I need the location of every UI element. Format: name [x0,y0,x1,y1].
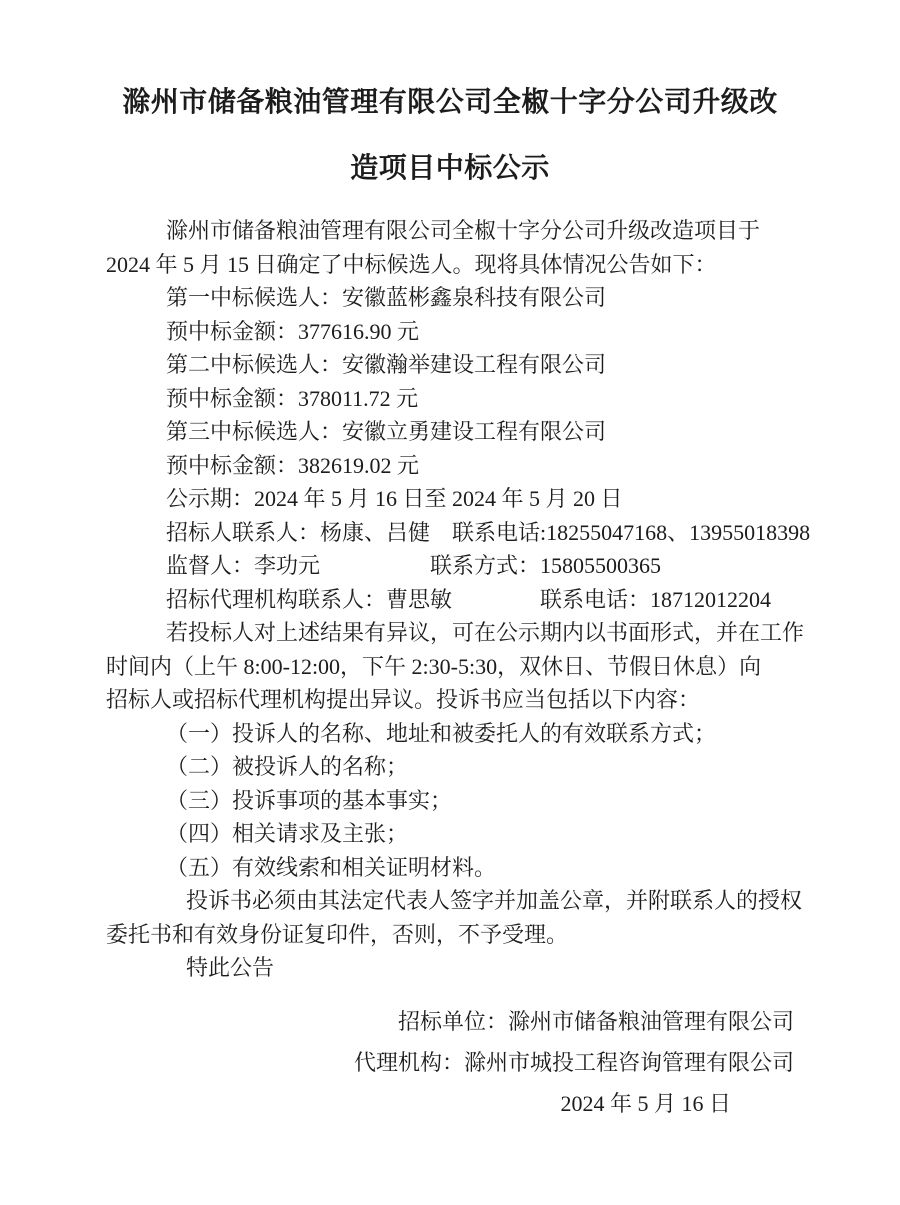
objection-instructions-line: 时间内（上午 8:00-12:00，下午 2:30-5:30，双休日、节假日休息）向 [106,653,762,679]
complaint-item-line-3: （三）投诉事项的基本事实； [166,787,453,813]
document-title [106,70,794,202]
complaint-item-line-4: （四）相关请求及主张； [166,821,409,846]
complaint-item-line-2: （二）被投诉人的名称； [166,754,409,779]
agency-unit-line: 代理机构：滁州市城投工程咨询管理有限公司 [353,1049,794,1075]
third-candidate-line: 第三中标候选人：安徽立勇建设工程有限公司 [166,419,607,444]
objection-instructions-line: 若投标人对上述结果有异议，可在公示期内以书面形式，并在工作 [166,620,805,645]
second-bid-amount-line: 预中标金额：378011.72 元 [166,385,419,411]
complaint-item-line-5: （五）有效线索和相关证明材料。 [166,854,497,880]
complaint-requirement-line: 委托书和有效身份证复印件，否则，不予受理。 [106,921,569,947]
agency-contact-line: 招标代理机构联系人：曹思敏 联系电话：18712012204 [166,586,772,612]
first-candidate-line: 第一中标候选人：安徽蓝彬鑫泉科技有限公司 [166,285,607,310]
document-body [106,214,811,985]
third-bid-amount-line: 预中标金额：382619.02 元 [166,452,420,478]
complaint-item-line-1: （一）投诉人的名称、地址和被委托人的有效联系方式； [166,720,717,746]
tender-unit-line: 招标单位：滁州市储备粮油管理有限公司 [397,1008,794,1034]
notice-conclusion-line: 特此公告 [186,955,275,980]
complaint-requirement-line: 投诉书必须由其法定代表人签字并加盖公章，并附联系人的授权 [186,888,803,913]
intro-line: 2024 年 5 月 15 日确定了中标候选人。现将具体情况公告如下： [106,251,717,277]
title-line-2: 造项目中标公示 [350,153,550,184]
intro-line: 滁州市储备粮油管理有限公司全椒十字分公司升级改造项目于 [166,218,761,243]
title-line-1: 滁州市储备粮油管理有限公司全椒十字分公司升级改 [122,87,778,118]
first-bid-amount-line: 预中标金额：377616.90 元 [166,318,420,344]
supervisor-contact-line: 监督人：李功元 联系方式：15805500365 [166,553,662,578]
closing-block [106,1001,794,1124]
publicity-period-line: 公示期：2024 年 5 月 16 日至 2024 年 5 月 20 日 [166,486,623,511]
tenderer-contact-line: 招标人联系人：杨康、吕健 联系电话:18255047168、13955018398 [166,519,811,545]
second-candidate-line: 第二中标候选人：安徽瀚举建设工程有限公司 [166,352,607,377]
document-date: 2024 年 5 月 16 日 [560,1090,731,1116]
objection-instructions-line: 招标人或招标代理机构提出异议。投诉书应当包括以下内容： [106,687,701,712]
